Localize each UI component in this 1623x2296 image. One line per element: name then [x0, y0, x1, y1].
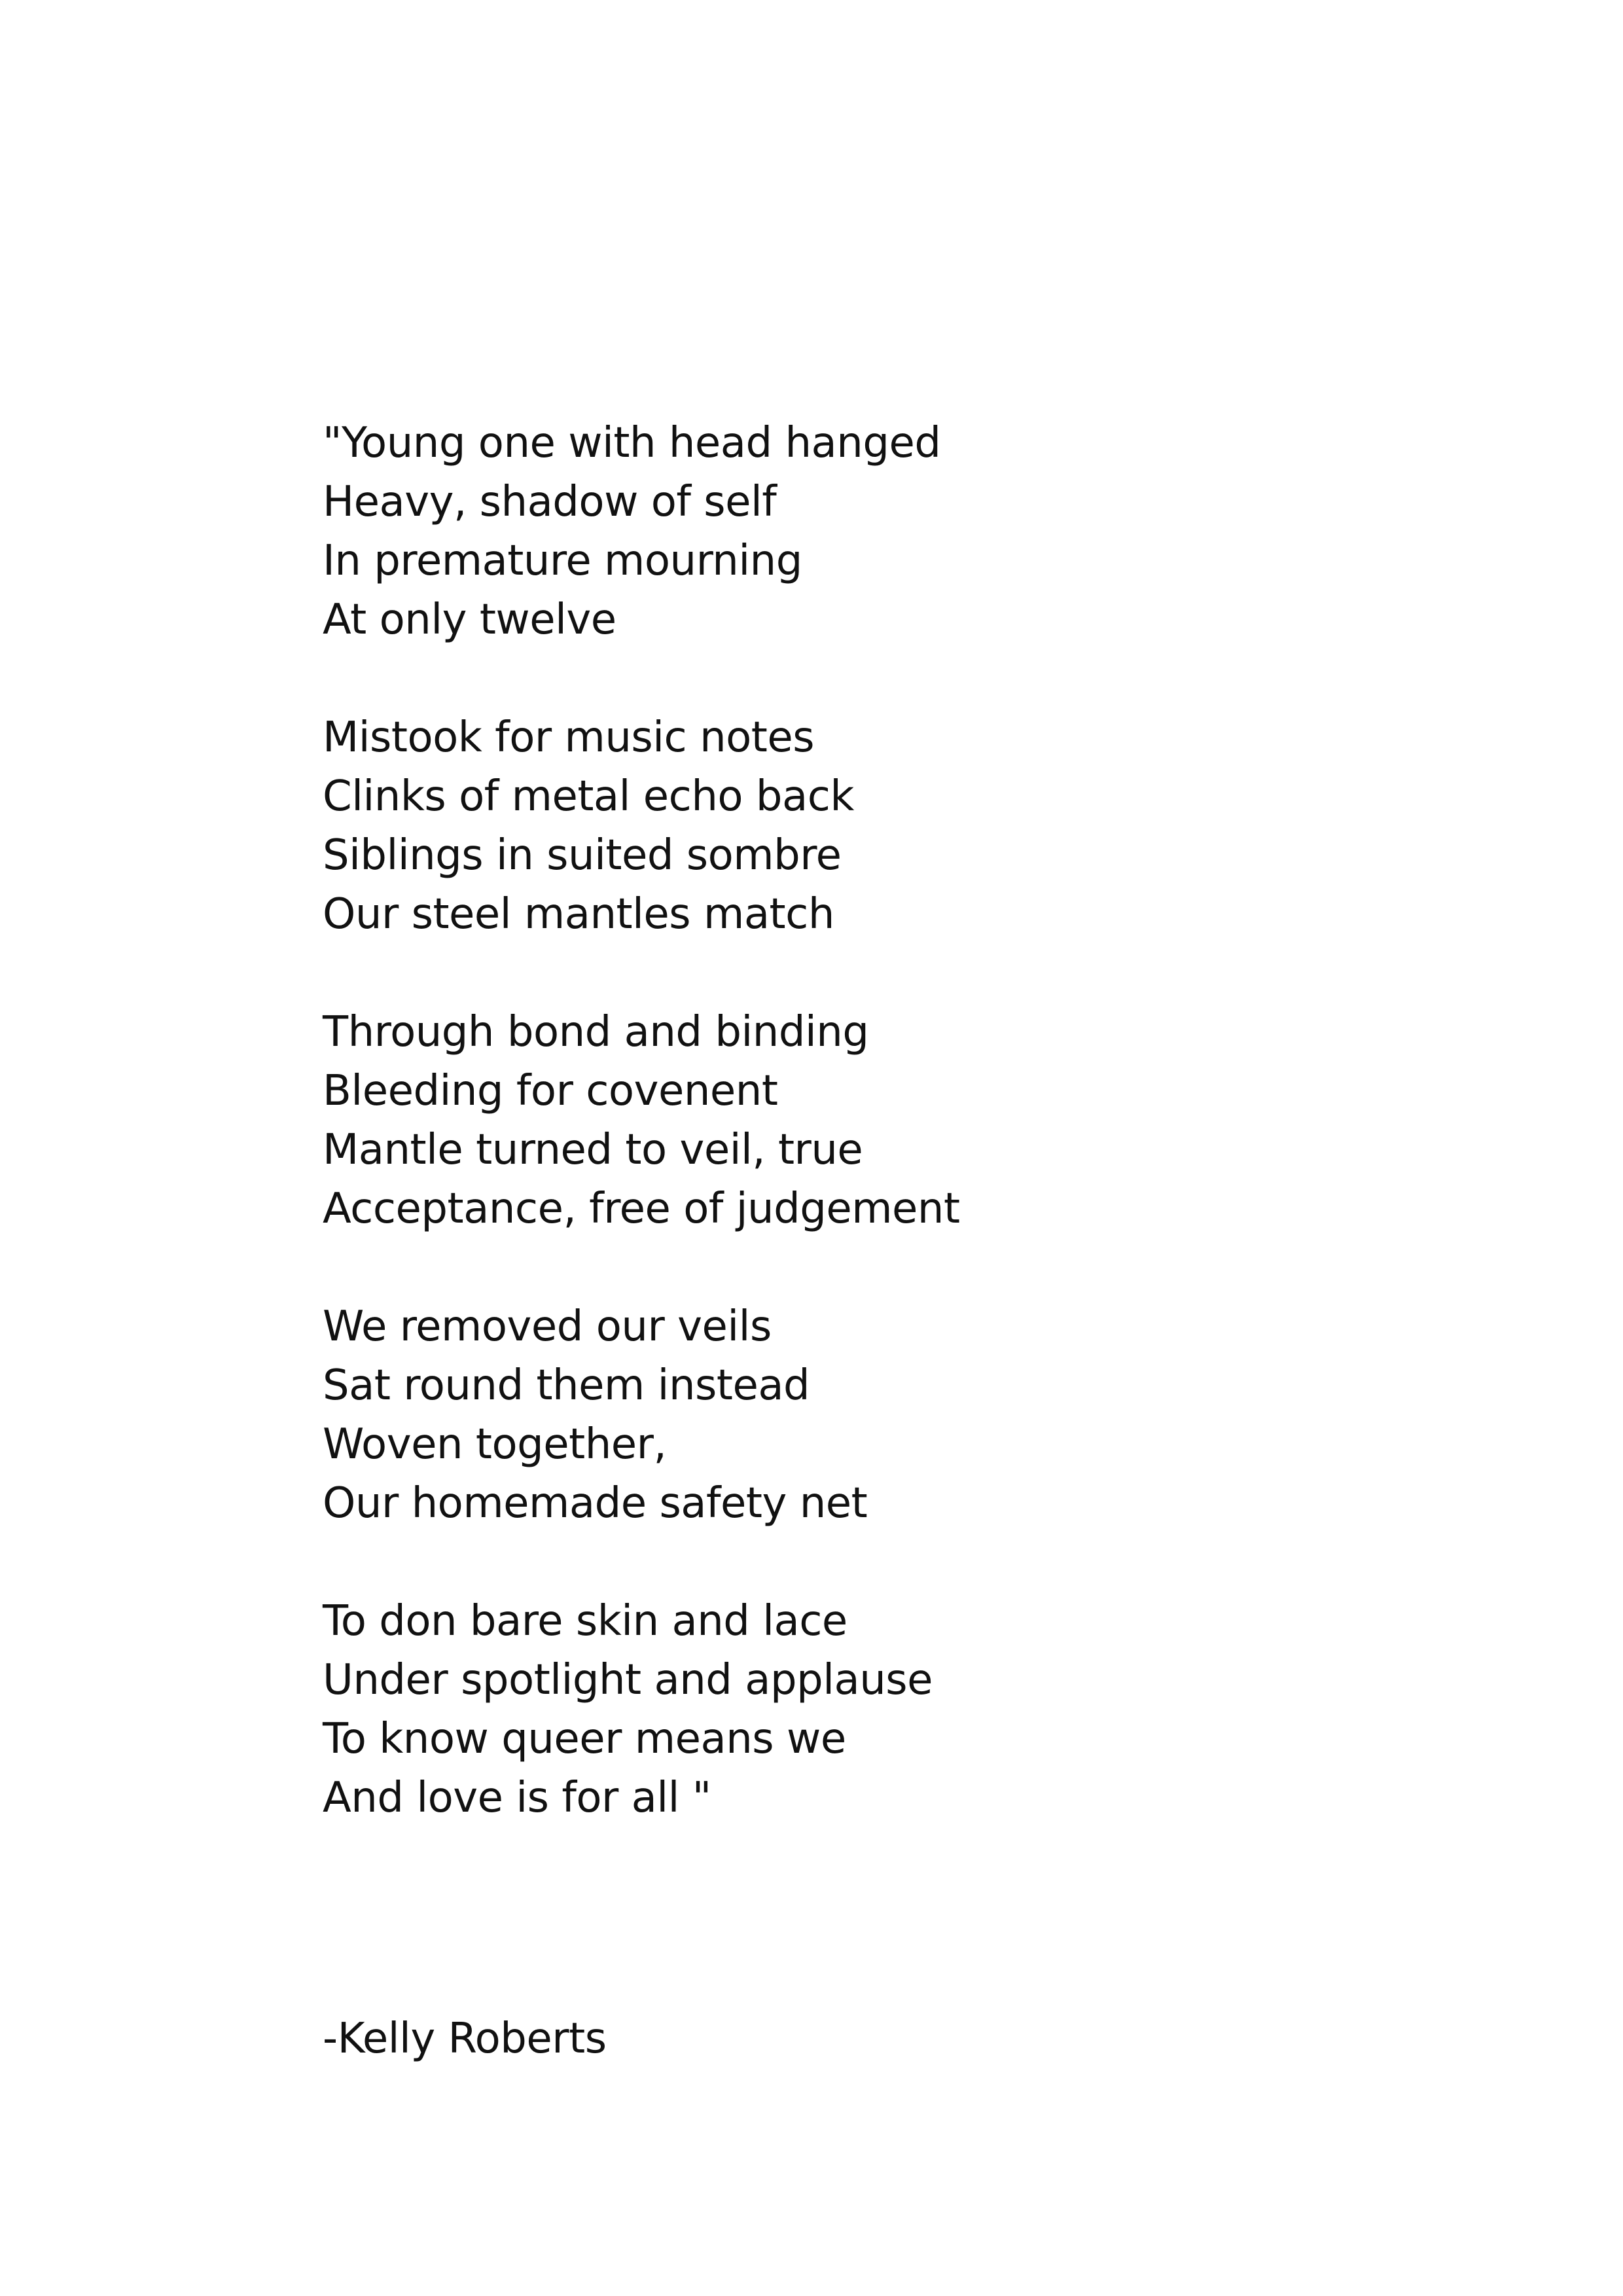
poem-line: "Young one with head hanged [323, 419, 941, 467]
poem-line: Through bond and binding [323, 1008, 869, 1056]
poem-line: Woven together, [323, 1420, 667, 1469]
poem-line: To don bare skin and lace [323, 1597, 847, 1645]
stanza-3 [323, 1003, 1304, 1238]
stanza-4 [323, 1297, 1304, 1533]
poem-line: Sat round them instead [323, 1361, 810, 1410]
poem-line: Under spotlight and applause [323, 1656, 933, 1704]
poem-line: Clinks of metal echo back [323, 772, 854, 821]
stanza-1 [323, 414, 1304, 649]
poem-line: In premature mourning [323, 537, 802, 585]
poem-line: At only twelve [323, 596, 616, 644]
stanza-5 [323, 1592, 1304, 1827]
poem-line: And love is for all " [323, 1774, 711, 1822]
poem-line: Our homemade safety net [323, 1479, 868, 1528]
poem-line: Mantle turned to veil, true [323, 1126, 863, 1174]
poem-line: Our steel mantles match [323, 890, 834, 939]
poem-line: Bleeding for covenent [323, 1067, 778, 1115]
poem-line: Acceptance, free of judgement [323, 1185, 960, 1233]
poem-line: Siblings in suited sombre [323, 831, 842, 880]
poem-line: Mistook for music notes [323, 713, 815, 762]
poem-line: We removed our veils [323, 1302, 772, 1351]
poem-line: Heavy, shadow of self [323, 478, 777, 526]
stanza-2 [323, 708, 1304, 944]
author-signature: -Kelly Roberts [323, 2015, 607, 2063]
poem-line: To know queer means we [323, 1715, 846, 1763]
poem-body [323, 414, 1304, 1886]
